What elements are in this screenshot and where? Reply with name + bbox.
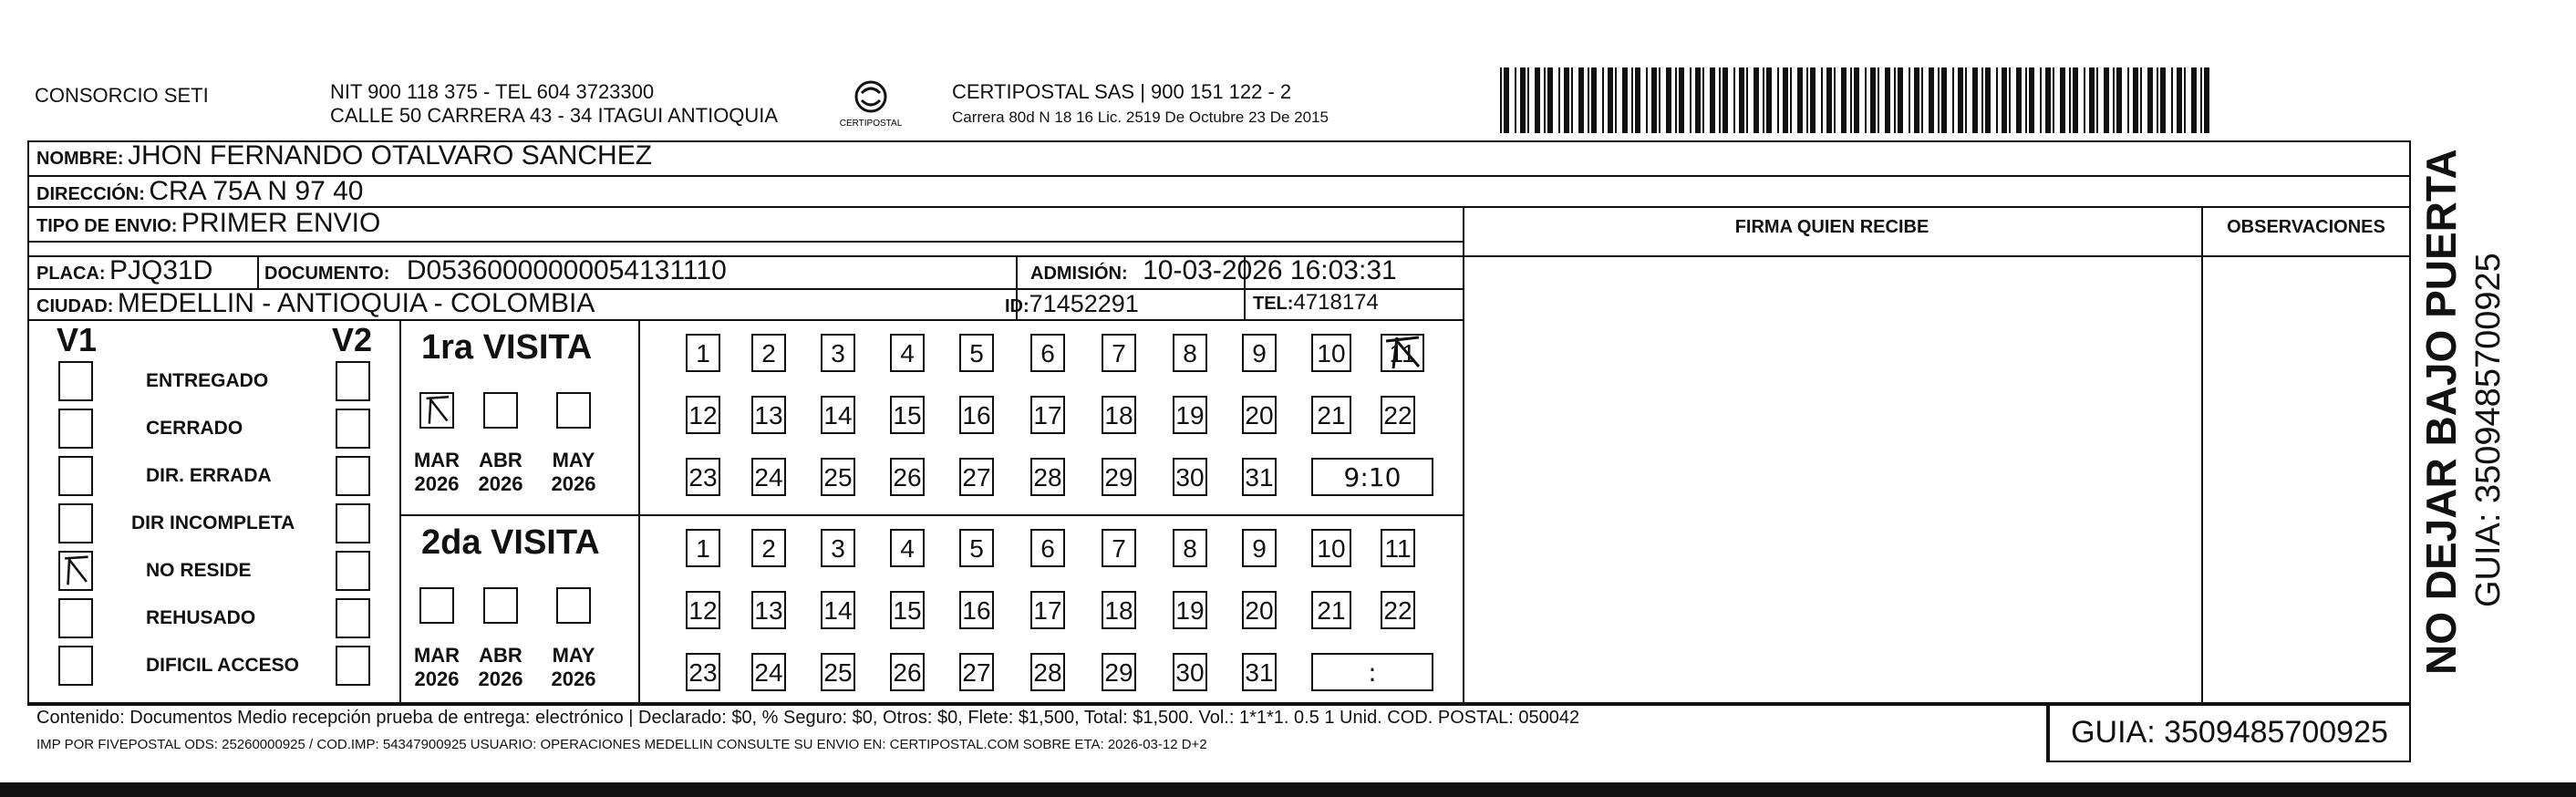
day-box[interactable]: 14 <box>821 396 855 434</box>
recipient-name-row: NOMBRE: JHON FERNANDO OTALVARO SANCHEZ <box>36 140 653 171</box>
v1-checkbox[interactable] <box>58 361 93 401</box>
day-box[interactable]: 17 <box>1030 396 1065 434</box>
certipostal-license: Carrera 80d N 18 16 Lic. 2519 De Octubre 23 De 2015 <box>952 109 1329 126</box>
status-reason: ENTREGADO <box>146 370 269 391</box>
month-checkbox[interactable] <box>419 392 454 429</box>
day-box[interactable]: 6 <box>1030 529 1065 567</box>
day-box[interactable]: 21 <box>1311 396 1351 434</box>
company-address: CALLE 50 CARRERA 43 - 34 ITAGUI ANTIOQUIA <box>330 104 779 127</box>
day-box[interactable]: 20 <box>1242 396 1277 434</box>
day-box[interactable]: 27 <box>959 458 994 496</box>
v1-checkbox[interactable] <box>58 551 93 591</box>
v2-checkbox[interactable] <box>336 361 370 401</box>
day-box[interactable]: 4 <box>890 529 925 567</box>
month-label: MAY <box>552 449 595 471</box>
day-box[interactable]: 2 <box>751 529 786 567</box>
day-box[interactable]: 8 <box>1173 334 1207 372</box>
nit-line: NIT 900 118 375 - TEL 604 3723300 <box>330 80 655 103</box>
day-box[interactable]: 28 <box>1030 653 1065 691</box>
day-box[interactable]: 31 <box>1242 458 1277 496</box>
tracking-number: GUIA: 3509485700925 <box>2048 702 2411 762</box>
print-info: IMP POR FIVEPOSTAL ODS: 25260000925 / COD.IMP: 54347900925 USUARIO: OPERACIONES MEDELLIN CONSULTE SU ENVIO EN: CERTIPOSTAL.COM SOBRE ETA: 2026-03-12 D+2 <box>36 737 1207 752</box>
plate-value: PJQ31D <box>109 255 213 285</box>
day-box[interactable]: 18 <box>1102 591 1136 629</box>
month-option <box>546 644 601 691</box>
day-box[interactable]: 19 <box>1173 396 1207 434</box>
day-box[interactable]: 30 <box>1173 458 1207 496</box>
admission-field: ADMISIÓN: 10-03-2026 16:03:31 <box>1030 255 1397 285</box>
month-year: 2026 <box>414 472 460 495</box>
day-box[interactable]: 5 <box>959 334 994 372</box>
recipient-address: CRA 75A N 97 40 <box>149 176 364 206</box>
day-box[interactable]: 14 <box>821 591 855 629</box>
observations-header: OBSERVACIONES <box>2227 217 2385 237</box>
day-box[interactable]: 3 <box>821 334 855 372</box>
day-box[interactable]: 22 <box>1381 591 1415 629</box>
company-name: CONSORCIO SETI <box>35 84 209 107</box>
day-box[interactable]: 31 <box>1242 653 1277 691</box>
day-box[interactable]: 11 <box>1381 529 1415 567</box>
month-option <box>473 449 528 496</box>
day-box[interactable]: 19 <box>1173 591 1207 629</box>
day-box[interactable]: 8 <box>1173 529 1207 567</box>
visit-title: 1ra VISITA <box>421 328 593 367</box>
day-box[interactable]: 24 <box>751 653 786 691</box>
month-year: 2026 <box>414 668 460 690</box>
bottom-bar <box>0 782 2576 797</box>
month-checkbox[interactable] <box>483 587 518 624</box>
tel-field: TEL:4718174 <box>1253 290 1379 315</box>
certipostal-logo <box>834 77 907 131</box>
document-field: DOCUMENTO: D05360000000054131110 <box>264 255 727 285</box>
v2-checkbox[interactable] <box>336 409 370 449</box>
v1-checkbox[interactable] <box>58 598 93 638</box>
id-field: ID:71452291 <box>1005 290 1139 317</box>
signature-area[interactable] <box>1474 259 2190 699</box>
month-label: MAY <box>552 644 595 667</box>
day-box[interactable]: 2 <box>751 334 786 372</box>
day-box[interactable]: 13 <box>751 591 786 629</box>
document-value: D05360000000054131110 <box>406 255 727 285</box>
month-year: 2026 <box>478 668 523 690</box>
city-value: MEDELLIN - ANTIOQUIA - COLOMBIA <box>117 288 595 318</box>
month-year: 2026 <box>551 668 596 690</box>
month-label: ABR <box>479 644 522 667</box>
day-box[interactable]: 26 <box>890 458 925 496</box>
month-year: 2026 <box>551 472 596 495</box>
day-box[interactable]: 16 <box>959 591 994 629</box>
v1-checkbox[interactable] <box>58 646 93 686</box>
no-under-door-warning: NO DEJAR BAJO PUERTA <box>2417 149 2465 675</box>
tel-value: 4718174 <box>1293 290 1379 315</box>
v2-header: V2 <box>332 321 373 358</box>
day-box[interactable]: 24 <box>751 458 786 496</box>
month-checkbox[interactable] <box>419 587 454 624</box>
v1-checkbox[interactable] <box>58 409 93 449</box>
status-reason: NO RESIDE <box>146 560 252 581</box>
contents-summary: Contenido: Documentos Medio recepción prueba de entrega: electrónico | Declarado: $0, % Seguro: $0, Otros: $0, Flete: $1,500, Total: $1,500. Vol.: 1*1*1. 0.5 1 Unid. COD. POSTAL: 050042 <box>36 708 1580 728</box>
admission-value: 10-03-2026 16:03:31 <box>1143 255 1397 285</box>
day-box[interactable]: 25 <box>821 458 855 496</box>
day-box[interactable]: 18 <box>1102 396 1136 434</box>
status-reason: CERRADO <box>146 418 243 439</box>
day-box[interactable]: 9 <box>1242 334 1277 372</box>
day-box[interactable]: 6 <box>1030 334 1065 372</box>
month-option <box>409 644 464 691</box>
day-box[interactable]: 29 <box>1102 653 1136 691</box>
side-tracking-number: GUIA: 3509485700925 <box>2469 253 2508 607</box>
day-box[interactable]: 4 <box>890 334 925 372</box>
day-box[interactable]: 26 <box>890 653 925 691</box>
day-box[interactable]: 7 <box>1102 334 1136 372</box>
day-box[interactable]: 5 <box>959 529 994 567</box>
day-box[interactable]: 1 <box>686 529 720 567</box>
visit-time-field[interactable]: : <box>1311 653 1433 691</box>
certipostal-line: CERTIPOSTAL SAS | 900 151 122 - 2 <box>952 80 1292 103</box>
v1-header: V1 <box>57 321 98 358</box>
day-box[interactable]: 27 <box>959 653 994 691</box>
month-year: 2026 <box>478 472 523 495</box>
day-box[interactable]: 9 <box>1242 529 1277 567</box>
v2-checkbox[interactable] <box>336 503 370 543</box>
day-box[interactable]: 15 <box>890 396 925 434</box>
plate-field: PLACA: PJQ31D <box>36 255 213 285</box>
day-box[interactable]: 10 <box>1311 334 1351 372</box>
day-box[interactable]: 15 <box>890 591 925 629</box>
day-box[interactable]: 10 <box>1311 529 1351 567</box>
month-checkbox[interactable] <box>483 392 518 429</box>
day-box[interactable]: 22 <box>1381 396 1415 434</box>
status-reason: DIFICIL ACCESO <box>146 655 300 676</box>
month-option <box>473 644 528 691</box>
month-checkbox[interactable] <box>556 392 591 429</box>
month-label: MAR <box>413 449 460 471</box>
visit-title: 2da VISITA <box>421 523 600 562</box>
month-option <box>409 449 464 496</box>
id-value: 71452291 <box>1029 290 1139 317</box>
day-box[interactable]: 21 <box>1311 591 1351 629</box>
svg-text:CERTIPOSTAL: CERTIPOSTAL <box>839 119 903 129</box>
day-box[interactable]: 20 <box>1242 591 1277 629</box>
month-checkbox[interactable] <box>556 587 591 624</box>
day-box[interactable]: 28 <box>1030 458 1065 496</box>
visit-time-field[interactable]: 9:10 <box>1311 458 1433 496</box>
day-box[interactable]: 1 <box>686 334 720 372</box>
v1-checkbox[interactable] <box>58 503 93 543</box>
city-row: CIUDAD: MEDELLIN - ANTIOQUIA - COLOMBIA <box>36 288 595 318</box>
day-box[interactable]: 17 <box>1030 591 1065 629</box>
day-box[interactable]: 16 <box>959 396 994 434</box>
status-reason: DIR. ERRADA <box>146 465 272 486</box>
day-box[interactable]: 11 <box>1381 334 1424 372</box>
shipment-type: PRIMER ENVIO <box>181 208 381 238</box>
day-box[interactable]: 12 <box>686 396 720 434</box>
month-label: ABR <box>479 449 522 471</box>
v2-checkbox[interactable] <box>336 456 370 496</box>
address-row: DIRECCIÓN: CRA 75A N 97 40 <box>36 176 364 206</box>
recipient-name: JHON FERNANDO OTALVARO SANCHEZ <box>128 140 653 171</box>
status-reason: DIR INCOMPLETA <box>131 512 295 533</box>
day-box[interactable]: 7 <box>1102 529 1136 567</box>
barcode-image <box>1500 67 2220 133</box>
day-box[interactable]: 30 <box>1173 653 1207 691</box>
month-label: MAR <box>413 644 460 667</box>
v2-checkbox[interactable] <box>336 598 370 638</box>
v2-checkbox[interactable] <box>336 551 370 591</box>
status-reason: REHUSADO <box>146 607 256 628</box>
day-box[interactable]: 3 <box>821 529 855 567</box>
month-option <box>546 449 601 496</box>
day-box[interactable]: 12 <box>686 591 720 629</box>
day-box[interactable]: 23 <box>686 653 720 691</box>
shipment-type-row: TIPO DE ENVIO: PRIMER ENVIO <box>36 208 381 238</box>
v2-checkbox[interactable] <box>336 646 370 686</box>
day-box[interactable]: 29 <box>1102 458 1136 496</box>
day-box[interactable]: 13 <box>751 396 786 434</box>
signature-header: FIRMA QUIEN RECIBE <box>1734 217 1929 237</box>
day-box[interactable]: 25 <box>821 653 855 691</box>
day-box[interactable]: 23 <box>686 458 720 496</box>
observations-area[interactable] <box>2207 259 2405 699</box>
v1-checkbox[interactable] <box>58 456 93 496</box>
